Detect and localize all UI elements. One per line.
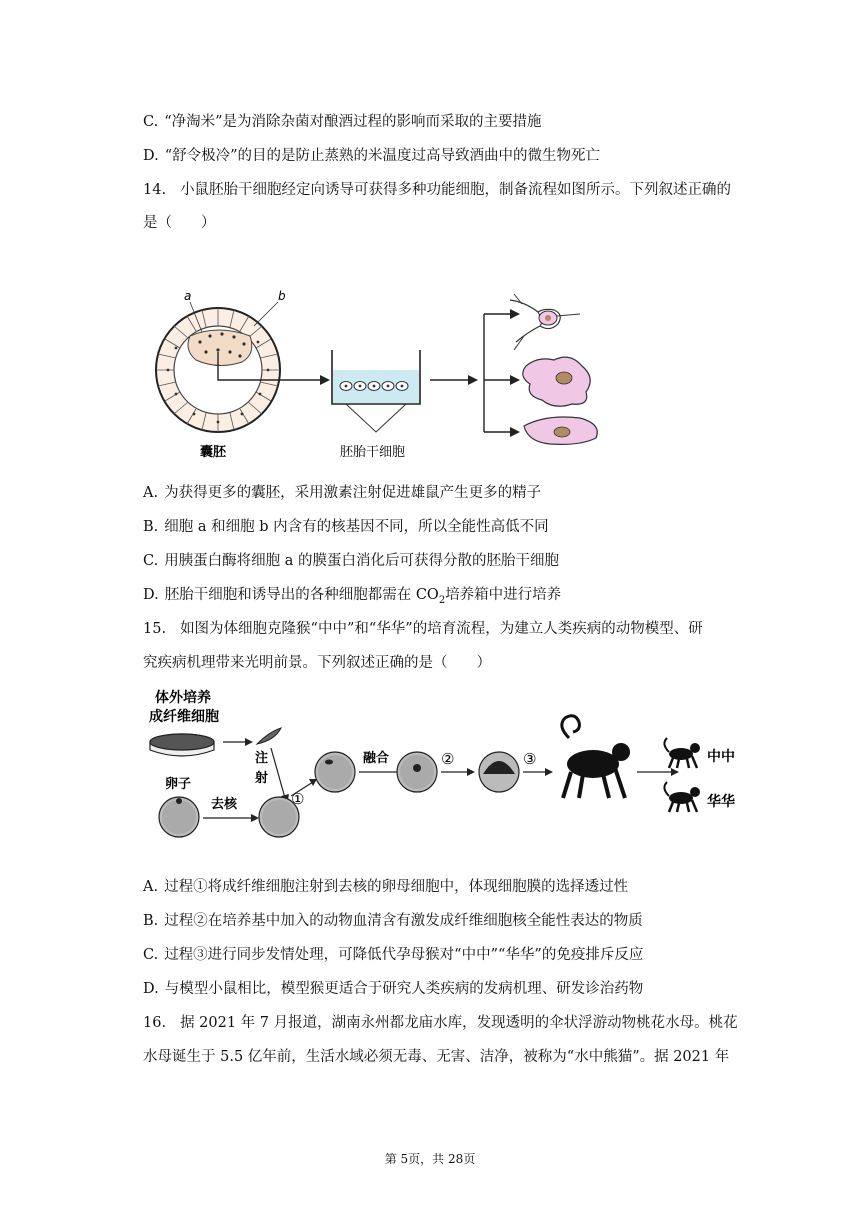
q15-option-b: B. 过程②在培养基中加入的动物血清含有激发成纤维细胞核全能性表达的物质 bbox=[143, 913, 643, 929]
petri-dish bbox=[150, 734, 214, 756]
label-inject-2: 射 bbox=[255, 771, 269, 786]
q15-option-d: D. 与模型小鼠相比，模型猴更适合于研究人类疾病的发病机理、研发诊治药物 bbox=[143, 981, 644, 997]
q14-figure bbox=[150, 280, 620, 470]
q15-option-a: A. 过程①将成纤维细胞注射到去核的卵母细胞中，体现细胞膜的选择透过性 bbox=[143, 879, 629, 895]
q14-option-a: A. 为获得更多的囊胚，采用激素注射促进雄鼠产生更多的精子 bbox=[143, 485, 542, 501]
label-enucleate: 去核 bbox=[211, 797, 238, 812]
label-b: b bbox=[278, 289, 286, 303]
option-c-prev: C. “净淘米”是为消除杂菌对酿酒过程的影响而采取的主要措施 bbox=[143, 114, 542, 130]
option-d-prev: D. “舒令极冷”的目的是防止蒸熟的米温度过高导致酒曲中的微生物死亡 bbox=[143, 148, 601, 164]
q15-option-c: C. 过程③进行同步发情处理，可降低代孕母猴对“中中”“华华”的免疫排斥反应 bbox=[143, 947, 644, 963]
q14-option-d: D. 胚胎干细胞和诱导出的各种细胞都需在 $CO_2$培养箱中进行培养 bbox=[143, 587, 562, 606]
q15-stem-line2: 究疾病机理带来光明前景。下列叙述正确的是（ ） bbox=[143, 655, 491, 671]
caption-blastocyst: 囊胚 bbox=[200, 445, 227, 460]
q14-stem-line2: 是（ ） bbox=[143, 215, 216, 231]
q16-line1: 16. 据 2021 年 7 月报道，湖南永州都龙庙水库，发现透明的伞状浮游动物桃花水母。桃花 bbox=[143, 1015, 738, 1031]
label-fusion: 融合 bbox=[363, 751, 390, 766]
monkey-huahua bbox=[664, 782, 700, 812]
label-zhongzhong: 中中 bbox=[707, 749, 735, 765]
label-egg: 卵子 bbox=[165, 777, 192, 792]
fig-title-line2: 成纤维细胞 bbox=[149, 709, 219, 725]
fig-title-line1: 体外培养 bbox=[155, 690, 211, 706]
caption-stem-cell: 胚胎干细胞 bbox=[340, 445, 406, 460]
differentiated-cell-flat bbox=[524, 417, 597, 444]
monkey-zhongzhong bbox=[664, 738, 700, 768]
label-huahua: 华华 bbox=[707, 794, 735, 810]
label-a: a bbox=[184, 289, 192, 303]
blastocyst-diagram bbox=[156, 289, 286, 460]
q15-stem-line1: 15. 如图为体细胞克隆猴“中中”和“华华”的培育流程，为建立人类疾病的动物模型、研 bbox=[143, 621, 703, 637]
q14-option-b: B. 细胞 a 和细胞 b 内含有的核基因不同，所以全能性高低不同 bbox=[143, 519, 549, 535]
q16-line2: 水母诞生于 5.5 亿年前，生活水域必须无毒、无害、洁净，被称为“水中熊猫”。据 2021 年 bbox=[143, 1049, 730, 1065]
page-footer: 第 5页，共 28页 bbox=[384, 1152, 476, 1166]
q15-figure bbox=[145, 682, 745, 842]
q14-stem-line1: 14. 小鼠胚胎干细胞经定向诱导可获得多种功能细胞，制备流程如图所示。下列叙述正确的 bbox=[143, 182, 732, 198]
step-1: ① bbox=[291, 790, 305, 808]
culture-dish bbox=[332, 350, 420, 460]
q14-option-c: C. 用胰蛋白酶将细胞 a 的膜蛋白消化后可获得分散的胚胎干细胞 bbox=[143, 553, 560, 569]
label-inject-1: 注 bbox=[255, 751, 269, 766]
neuron-cell bbox=[510, 294, 580, 350]
surrogate-monkey bbox=[562, 716, 630, 798]
differentiated-cell-large bbox=[523, 357, 590, 406]
step-3: ③ bbox=[523, 750, 537, 768]
step-2: ② bbox=[441, 750, 455, 768]
